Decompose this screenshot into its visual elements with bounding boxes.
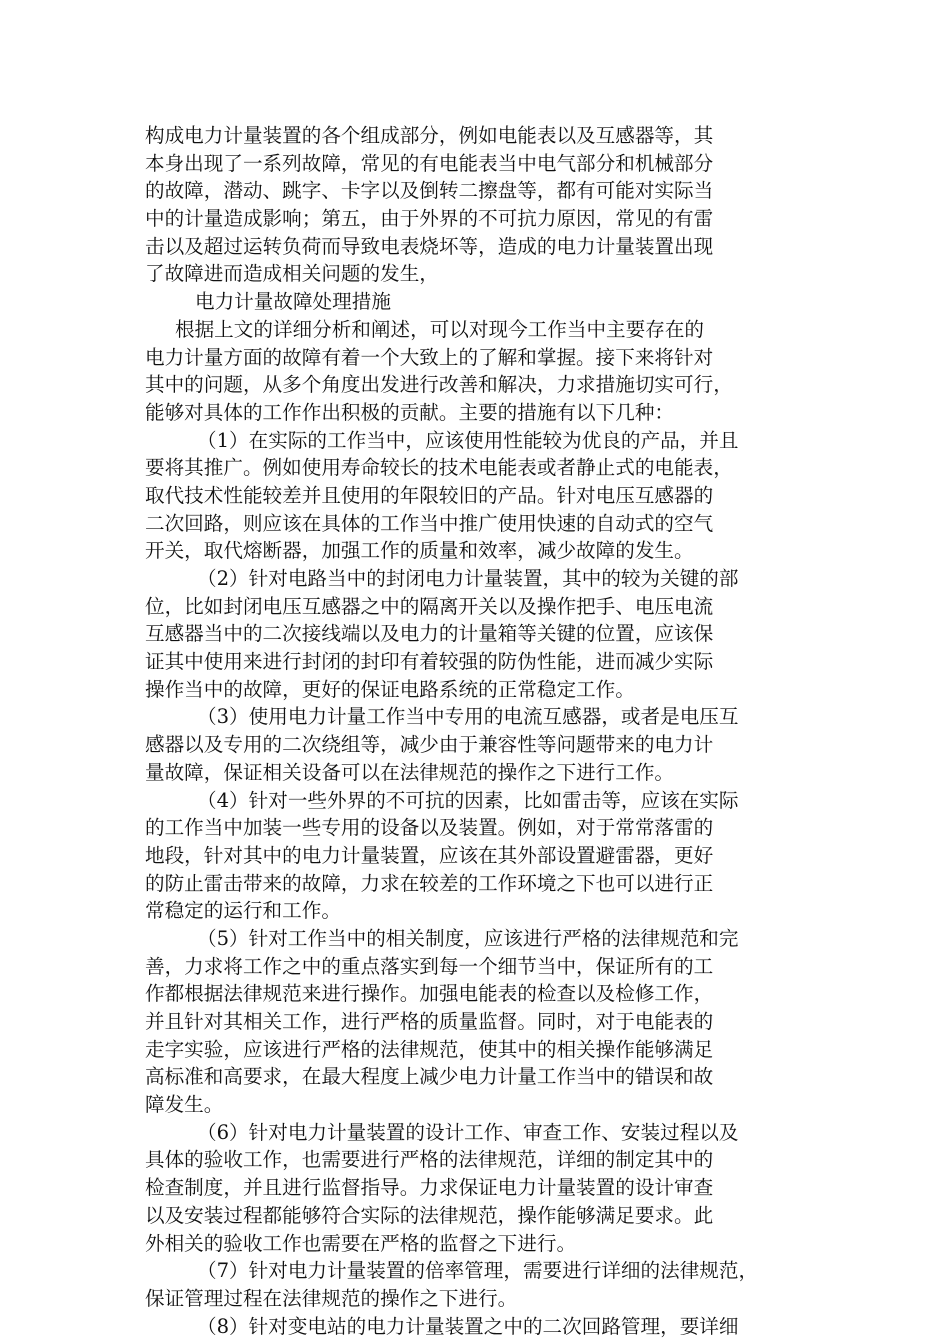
text-line: 电力计量方面的故障有着一个大致上的了解和掌握。接下来将针对 [145, 345, 714, 369]
text-line: 善，力求将工作之中的重点落实到每一个细节当中，保证所有的工 [145, 954, 714, 978]
text-line: 检查制度，并且进行监督指导。力求保证电力计量装置的设计审查 [145, 1176, 714, 1200]
text-line: 开关，取代熔断器，加强工作的质量和效率，减少故障的发生。 [145, 539, 694, 563]
text-line: 电力计量故障处理措施 [195, 290, 391, 314]
text-line: 二次回路，则应该在具体的工作当中推广使用快速的自动式的空气 [145, 511, 714, 535]
text-line: 并且针对其相关工作，进行严格的质量监督。同时，对于电能表的 [145, 1010, 714, 1033]
text-line: 感器以及专用的二次绕组等，减少由于兼容性等问题带来的电力计 [145, 733, 714, 757]
text-line: 了故障进而造成相关问题的发生， [145, 262, 439, 286]
document-page [145, 122, 815, 1340]
text-line: 走字实验，应该进行严格的法律规范，使其中的相关操作能够满足 [145, 1037, 714, 1061]
text-line: 量故障，保证相关设备可以在法律规范的操作之下进行工作。 [145, 760, 675, 784]
text-line: 的防止雷击带来的故障，力求在较差的工作环境之下也可以进行正 [145, 871, 714, 895]
text-line: （2）针对电路当中的封闭电力计量装置，其中的较为关键的部 [197, 567, 739, 590]
text-line: 能够对具体的工作作出积极的贡献。主要的措施有以下几种： [145, 400, 675, 424]
text-line: 外相关的验收工作也需要在严格的监督之下进行。 [145, 1231, 577, 1255]
text-line: 以及安装过程都能够符合实际的法律规范，操作能够满足要求。此 [145, 1203, 714, 1227]
text-line: 位，比如封闭电压互感器之中的隔离开关以及操作把手、电压电流 [145, 594, 714, 618]
text-line: 作都根据法律规范来进行操作。加强电能表的检查以及检修工作， [145, 982, 714, 1006]
text-line: 的工作当中加装一些专用的设备以及装置。例如，对于常常落雷的 [145, 816, 714, 840]
text-line: 高标准和高要求，在最大程度上减少电力计量工作当中的错误和故 [145, 1065, 714, 1089]
text-line: （6）针对电力计量装置的设计工作、审查工作、安装过程以及 [197, 1120, 739, 1144]
text-line: 本身出现了一系列故障，常见的有电能表当中电气部分和机械部分 [145, 151, 714, 175]
text-line: 具体的验收工作，也需要进行严格的法律规范，详细的制定其中的 [145, 1148, 714, 1172]
text-line: 其中的问题，从多个角度出发进行改善和解决，力求措施切实可行， [145, 373, 733, 397]
text-line: 取代技术性能较差并且使用的年限较旧的产品。针对电压互感器的 [145, 483, 714, 507]
text-line: 的故障，潜动、跳字、卡字以及倒转二擦盘等，都有可能对实际当 [145, 179, 714, 203]
text-line: （8）针对变电站的电力计量装置之中的二次回路管理，要详细 [197, 1314, 739, 1338]
text-line: 互感器当中的二次接线端以及电力的计量箱等关键的位置，应该保 [145, 622, 714, 646]
text-line: 中的计量造成影响；第五，由于外界的不可抗力原因，常见的有雷 [145, 207, 714, 231]
text-line: 要将其推广。例如使用寿命较长的技术电能表或者静止式的电能表， [145, 456, 733, 480]
text-line: 根据上文的详细分析和阐述，可以对现今工作当中主要存在的 [175, 317, 705, 341]
text-line: 击以及超过运转负荷而导致电表烧坏等，造成的电力计量装置出现 [145, 234, 714, 258]
text-line: 构成电力计量装置的各个组成部分，例如电能表以及互感器等，其 [145, 124, 714, 147]
text-line: 证其中使用来进行封闭的封印有着较强的防伪性能，进而减少实际 [145, 650, 714, 674]
text-line: 操作当中的故障，更好的保证电路系统的正常稳定工作。 [145, 677, 635, 701]
text-line: （3）使用电力计量工作当中专用的电流互感器，或者是电压互 [197, 705, 739, 729]
text-line: （4）针对一些外界的不可抗的因素，比如雷击等，应该在实际 [197, 788, 739, 812]
text-line: （7）针对电力计量装置的倍率管理，需要进行详细的法律规范， [197, 1259, 759, 1283]
text-line: （1）在实际的工作当中，应该使用性能较为优良的产品，并且 [197, 428, 739, 452]
text-line: 保证管理过程在法律规范的操作之下进行。 [145, 1286, 518, 1310]
text-line: 常稳定的运行和工作。 [145, 899, 341, 923]
text-line: 障发生。 [145, 1093, 224, 1117]
text-line: （5）针对工作当中的相关制度，应该进行严格的法律规范和完 [197, 926, 739, 950]
text-line: 地段，针对其中的电力计量装置，应该在其外部设置避雷器，更好 [145, 843, 714, 867]
